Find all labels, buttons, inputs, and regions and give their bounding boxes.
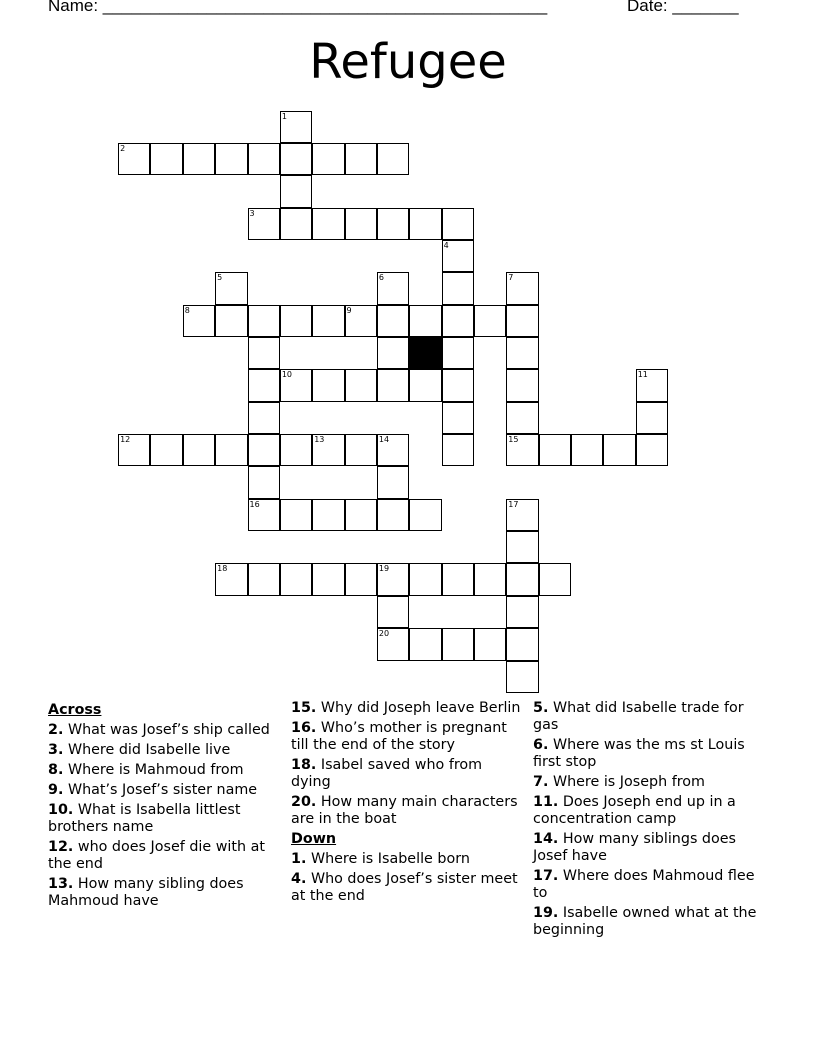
- grid-cell[interactable]: [183, 143, 215, 175]
- grid-cell[interactable]: [280, 208, 312, 240]
- clue: [48, 876, 280, 910]
- grid-cell[interactable]: [506, 337, 538, 369]
- grid-cell[interactable]: [442, 563, 474, 595]
- clue-text: Where is Mahmoud from: [67, 762, 244, 778]
- grid-cell[interactable]: [150, 434, 182, 466]
- clue-text: Does Joseph end up in a concentration camp: [533, 794, 736, 827]
- clue-number: 3.: [48, 742, 64, 758]
- grid-cell[interactable]: [409, 563, 441, 595]
- clue-number: 13.: [48, 876, 74, 892]
- grid-cell[interactable]: [506, 434, 538, 466]
- grid-cell[interactable]: [280, 369, 312, 401]
- grid-cell[interactable]: [409, 369, 441, 401]
- grid-cell[interactable]: [377, 208, 409, 240]
- grid-cell[interactable]: [248, 402, 280, 434]
- clue: [533, 868, 765, 902]
- clue-number: 12.: [48, 839, 74, 855]
- clue-number: 6.: [533, 737, 549, 753]
- clue: [291, 757, 523, 791]
- grid-cell[interactable]: [409, 628, 441, 660]
- clue-number: 15.: [291, 700, 317, 716]
- clue-number: 4.: [291, 871, 307, 887]
- date-field[interactable]: Date: _______: [627, 0, 739, 15]
- grid-cell[interactable]: [539, 563, 571, 595]
- clue-number: 12: [120, 435, 131, 445]
- section-heading-down: Down: [291, 831, 337, 847]
- grid-cell[interactable]: [215, 563, 247, 595]
- clue-number: 2: [120, 143, 126, 153]
- grid-cell[interactable]: [506, 499, 538, 531]
- clue-number: 1.: [291, 851, 307, 867]
- clue-text: Who does Josef’s sister meet at the end: [291, 871, 518, 904]
- clue-number: 8.: [48, 762, 64, 778]
- grid-cell[interactable]: [280, 175, 312, 207]
- grid-cell[interactable]: [248, 369, 280, 401]
- grid-cell[interactable]: [474, 563, 506, 595]
- grid-cell[interactable]: [377, 628, 409, 660]
- grid-cell[interactable]: [345, 143, 377, 175]
- clue-number: 8: [184, 305, 190, 315]
- name-field[interactable]: Name: _______________________________________________: [48, 0, 548, 15]
- clue: [291, 720, 523, 754]
- grid-cell[interactable]: [248, 143, 280, 175]
- clue-number: 20: [378, 629, 390, 639]
- grid-cell[interactable]: [280, 499, 312, 531]
- grid-cell[interactable]: [409, 499, 441, 531]
- clue-text: What’s Josef’s sister name: [67, 782, 258, 798]
- grid-cell[interactable]: [506, 402, 538, 434]
- clue-number: 16: [249, 499, 260, 509]
- clue: [48, 722, 280, 739]
- grid-cell[interactable]: [377, 434, 409, 466]
- grid-cell[interactable]: [636, 402, 668, 434]
- clue-number: 11.: [533, 794, 559, 810]
- clue-number: 1: [281, 111, 287, 121]
- clue-number: 18.: [291, 757, 317, 773]
- clue-text: Who’s mother is pregnant till the end of the story: [291, 720, 507, 753]
- clue-text: Where is Isabelle born: [310, 851, 470, 867]
- grid-cell[interactable]: [442, 337, 474, 369]
- clue-text: Isabel saved who from dying: [291, 757, 483, 790]
- grid-cell[interactable]: [118, 143, 150, 175]
- grid-cell[interactable]: [506, 531, 538, 563]
- clue: [48, 782, 280, 799]
- clue-column-3: [533, 700, 765, 942]
- grid-cell[interactable]: [409, 208, 441, 240]
- clue-column-1: [48, 700, 280, 913]
- grid-cell[interactable]: [442, 305, 474, 337]
- clue-text: What did Isabelle trade for gas: [533, 700, 744, 733]
- clue-text: What was Josef’s ship called: [67, 722, 270, 738]
- grid-cell[interactable]: [506, 628, 538, 660]
- clue-number: 20.: [291, 794, 317, 810]
- grid-cell[interactable]: [377, 596, 409, 628]
- grid-cell[interactable]: [248, 337, 280, 369]
- grid-cell[interactable]: [150, 143, 182, 175]
- clue-number: 19: [378, 564, 390, 574]
- clue-number: 13: [314, 435, 325, 445]
- grid-cell[interactable]: [248, 499, 280, 531]
- grid-cell[interactable]: [312, 208, 344, 240]
- clue-number: 6: [378, 273, 384, 283]
- clue-text: Where is Joseph from: [552, 774, 705, 790]
- clue-number: 3: [249, 208, 255, 218]
- grid-cell[interactable]: [248, 208, 280, 240]
- clue-text: How many sibling does Mahmoud have: [48, 876, 244, 909]
- clue-number: 14.: [533, 831, 559, 847]
- clue: [48, 839, 280, 873]
- grid-cell[interactable]: [571, 434, 603, 466]
- grid-cell[interactable]: [377, 466, 409, 498]
- grid-cell[interactable]: [636, 369, 668, 401]
- clue-number: 5: [217, 273, 223, 283]
- grid-cell[interactable]: [506, 369, 538, 401]
- grid-cell[interactable]: [215, 305, 247, 337]
- clue: [291, 700, 523, 717]
- clue-number: 9: [346, 305, 352, 315]
- clue-text: What is Isabella littlest brothers name: [48, 802, 241, 835]
- grid-cell[interactable]: [377, 337, 409, 369]
- grid-cell[interactable]: [377, 272, 409, 304]
- clue-number: 18: [217, 564, 228, 574]
- grid-cell[interactable]: [506, 596, 538, 628]
- clue-number: 19.: [533, 905, 559, 921]
- grid-cell[interactable]: [377, 305, 409, 337]
- clue-text: Isabelle owned what at the beginning: [533, 905, 757, 938]
- grid-cell[interactable]: [442, 240, 474, 272]
- grid-cell[interactable]: [539, 434, 571, 466]
- grid-cell[interactable]: [183, 434, 215, 466]
- grid-cell[interactable]: [345, 499, 377, 531]
- clue-number: 7: [508, 273, 514, 283]
- clue: [533, 700, 765, 734]
- grid-cell[interactable]: [442, 272, 474, 304]
- grid-cell[interactable]: [474, 305, 506, 337]
- puzzle-title: Refugee: [309, 34, 507, 90]
- clue-number: 11: [637, 370, 648, 380]
- clue: [533, 831, 765, 865]
- grid-cell[interactable]: [215, 272, 247, 304]
- grid-cell[interactable]: [603, 434, 635, 466]
- grid-cell[interactable]: [636, 434, 668, 466]
- grid-cell[interactable]: [248, 466, 280, 498]
- clue-number: 5.: [533, 700, 549, 716]
- clue: [291, 871, 523, 905]
- clue-number: 14: [378, 435, 390, 445]
- clue: [48, 762, 280, 779]
- clue: [533, 905, 765, 939]
- section-heading-across: Across: [48, 702, 102, 718]
- clue: [291, 851, 523, 868]
- clue-text: Where was the ms st Louis first stop: [533, 737, 745, 770]
- clue-text: Why did Joseph leave Berlin: [320, 700, 521, 716]
- clue-text: How many main characters are in the boat: [291, 794, 518, 827]
- grid-cell[interactable]: [280, 143, 312, 175]
- grid-cell[interactable]: [312, 563, 344, 595]
- grid-cell[interactable]: [280, 434, 312, 466]
- grid-cell[interactable]: [442, 434, 474, 466]
- grid-cell[interactable]: [377, 369, 409, 401]
- grid-cell[interactable]: [312, 499, 344, 531]
- grid-cell[interactable]: [183, 305, 215, 337]
- grid-cell[interactable]: [345, 563, 377, 595]
- grid-cell[interactable]: [377, 499, 409, 531]
- clue-number: 10.: [48, 802, 74, 818]
- grid-cell[interactable]: [474, 628, 506, 660]
- grid-cell[interactable]: [506, 272, 538, 304]
- clue-text: How many siblings does Josef have: [533, 831, 737, 864]
- grid-cell[interactable]: [312, 369, 344, 401]
- grid-cell[interactable]: [377, 563, 409, 595]
- clue: [291, 794, 523, 828]
- grid-cell[interactable]: [248, 563, 280, 595]
- clue: [48, 742, 280, 759]
- grid-cell[interactable]: [280, 305, 312, 337]
- grid-cell[interactable]: [280, 111, 312, 143]
- grid-cell[interactable]: [312, 434, 344, 466]
- clue-number: 17.: [533, 868, 559, 884]
- grid-cell[interactable]: [248, 434, 280, 466]
- clue-number: 9.: [48, 782, 64, 798]
- grid-cell[interactable]: [215, 434, 247, 466]
- grid-cell[interactable]: [409, 305, 441, 337]
- grid-cell[interactable]: [442, 402, 474, 434]
- grid-cell[interactable]: [118, 434, 150, 466]
- grid-cell[interactable]: [506, 305, 538, 337]
- clue-text: Where does Mahmoud flee to: [533, 868, 755, 901]
- grid-cell[interactable]: [506, 661, 538, 693]
- clue-number: 17: [508, 499, 519, 509]
- clue-number: 15: [508, 435, 519, 445]
- clue: [533, 737, 765, 771]
- grid-cell[interactable]: [215, 143, 247, 175]
- clue-column-2: [291, 700, 523, 908]
- grid-cell[interactable]: [442, 369, 474, 401]
- clue-text: Where did Isabelle live: [67, 742, 231, 758]
- clue-number: 16.: [291, 720, 317, 736]
- clue-number: 10: [281, 370, 293, 380]
- grid-cell[interactable]: [377, 143, 409, 175]
- grid-cell[interactable]: [312, 143, 344, 175]
- clue: [48, 802, 280, 836]
- clue-number: 7.: [533, 774, 549, 790]
- grid-cell[interactable]: [280, 563, 312, 595]
- grid-cell[interactable]: [345, 305, 377, 337]
- grid-cell[interactable]: [442, 628, 474, 660]
- clue: [533, 794, 765, 828]
- grid-cell[interactable]: [345, 434, 377, 466]
- grid-cell[interactable]: [345, 208, 377, 240]
- grid-block: [409, 337, 441, 369]
- grid-cell[interactable]: [506, 563, 538, 595]
- clue-number: 4: [443, 240, 449, 250]
- grid-cell[interactable]: [442, 208, 474, 240]
- clue-text: who does Josef die with at the end: [48, 839, 265, 872]
- clue: [533, 774, 765, 791]
- grid-cell[interactable]: [345, 369, 377, 401]
- grid-cell[interactable]: [312, 305, 344, 337]
- clue-number: 2.: [48, 722, 64, 738]
- grid-cell[interactable]: [248, 305, 280, 337]
